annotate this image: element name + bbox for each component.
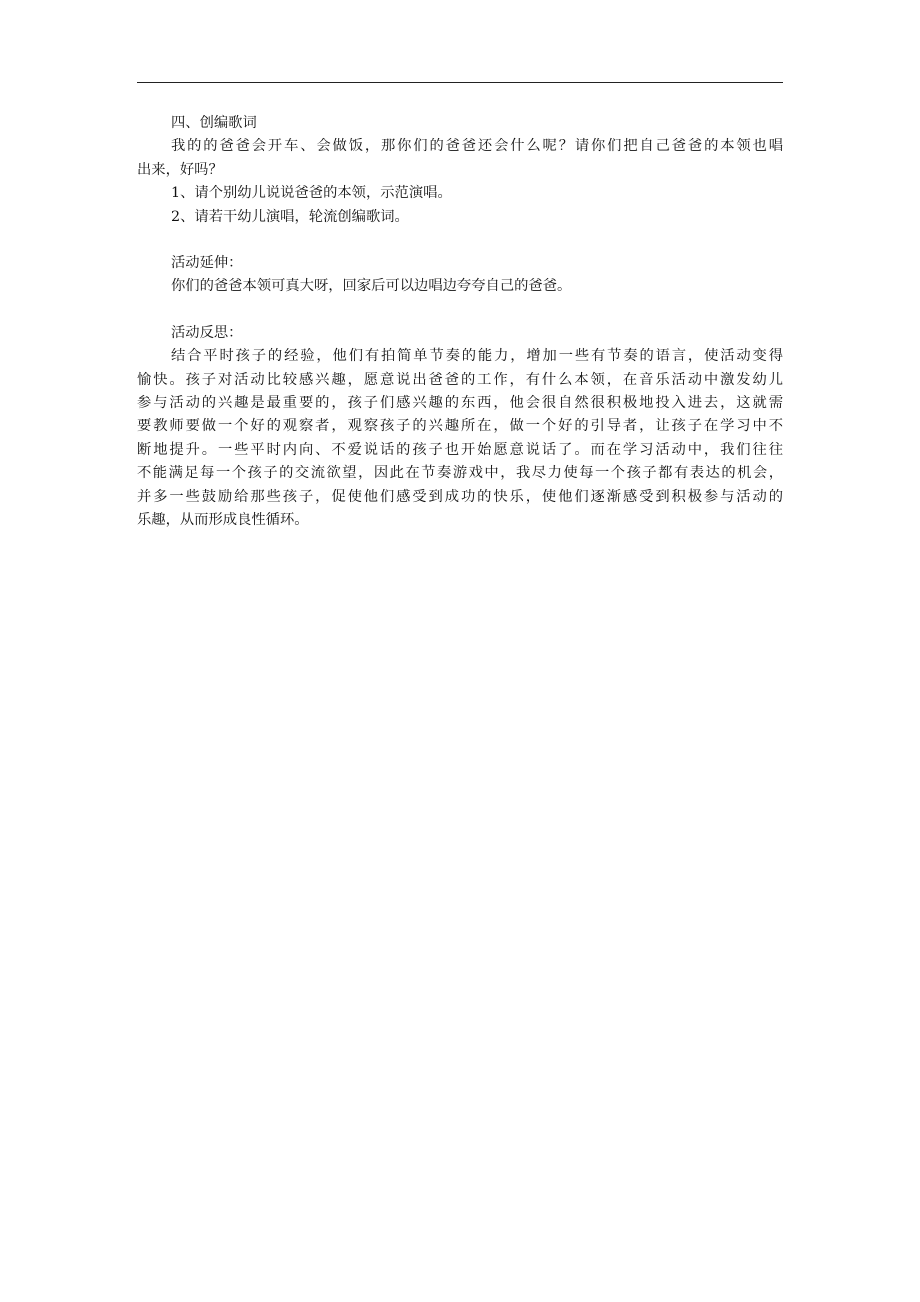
paragraph-gap: [137, 299, 783, 322]
reflection-line: 乐趣，从而形成良性循环。: [137, 512, 309, 529]
lyrics-intro-line-2: 出来，好吗？: [137, 161, 223, 178]
header-rule: [137, 82, 783, 83]
reflection-line: 断地提升。一些平时内向、不爱说话的孩子也开始愿意说话了。而在学习活动中，我们往往: [137, 441, 783, 458]
extension-text: 你们的爸爸本领可真大呀，回家后可以边唱边夸夸自己的爸爸。: [171, 278, 572, 295]
section-heading-reflection: 活动反思：: [171, 324, 243, 341]
reflection-line: 愉快。孩子对活动比较感兴趣，愿意说出爸爸的工作，有什么本领，在音乐活动中激发幼儿: [137, 371, 783, 388]
section-heading-lyrics: 四、创编歌词: [171, 115, 257, 131]
reflection-line: 结合平时孩子的经验，他们有拍简单节奏的能力，增加一些有节奏的语言，使活动变得: [171, 348, 783, 365]
reflection-line: 要教师要做一个好的观察者，观察孩子的兴趣所在，做一个好的引导者，让孩子在学习中不: [137, 418, 783, 435]
paragraph-gap: [137, 229, 783, 252]
reflection-line: 不能满足每一个孩子的交流欲望，因此在节奏游戏中，我尽力使每一个孩子都有表达的机会，: [137, 465, 783, 482]
reflection-line: 参与活动的兴趣是最重要的，孩子们感兴趣的东西，他会很自然很积极地投入进去，这就需: [137, 395, 783, 412]
lyrics-step-2: 2、请若干幼儿演唱，轮流创编歌词。: [171, 208, 409, 225]
document-body: [137, 112, 783, 533]
lyrics-step-1: 1、请个别幼儿说说爸爸的本领，示范演唱。: [171, 185, 452, 202]
lyrics-intro-line-1: 我的的爸爸会开车、会做饭，那你们的爸爸还会什么呢？请你们把自己爸爸的本领也唱: [171, 138, 783, 155]
section-heading-extension: 活动延伸：: [171, 255, 243, 272]
reflection-line: 并多一些鼓励给那些孩子，促使他们感受到成功的快乐，使他们逐渐感受到积极参与活动的: [137, 488, 783, 505]
